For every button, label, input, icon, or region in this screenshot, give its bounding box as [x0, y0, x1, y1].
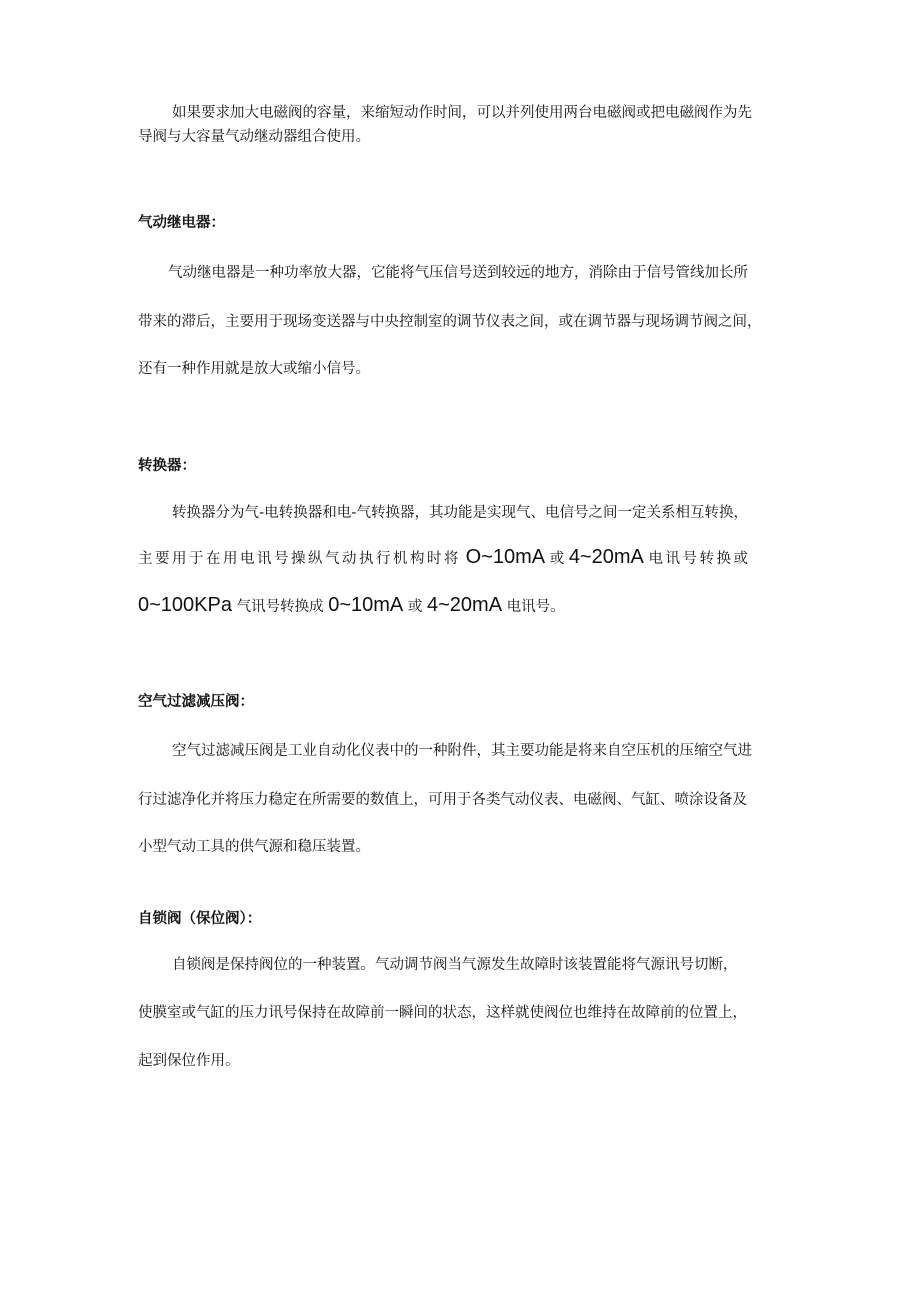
converter-line-2-text-e: 电讯号转换或 — [648, 551, 751, 567]
filter-line-2: 行过滤净化并将压力稳定在所需要的数值上，可用于各类气动仪表、电磁阀、气缸、喷涂设备及 — [138, 792, 747, 808]
relay-heading: 气动继电器： — [138, 215, 225, 231]
converter-line-3 — [138, 595, 565, 617]
lockvalve-line-2: 使膜室或气缸的压力讯号保持在故障前一瞬间的状态，这样就使阀位也维持在故障前的位置上， — [138, 1005, 747, 1021]
converter-line-3-text-or: 或 — [407, 599, 423, 615]
converter-line-3-text-b: 气讯号转换成 — [236, 599, 324, 615]
filter-line-1: 空气过滤减压阀是工业自动化仪表中的一种附件，其主要功能是将来自空压机的压缩空气进 — [172, 743, 752, 759]
converter-line-3-value-1: 0~100KPa — [138, 594, 232, 616]
converter-line-3-value-3: 4~20mA — [426, 594, 503, 616]
relay-line-3: 还有一种作用就是放大或缩小信号。 — [138, 361, 370, 377]
converter-line-2-text-a: 主要用于在用电讯号操纵气动执行机构时将 — [138, 551, 461, 567]
converter-line-1: 转换器分为气-电转换器和电-气转换器，其功能是实现气、电信号之间一定关系相互转换， — [172, 505, 748, 521]
lockvalve-line-1: 自锁阀是保持阀位的一种装置。气动调节阀当气源发生故障时该装置能将气源讯号切断， — [172, 957, 738, 973]
filter-heading: 空气过滤减压阀： — [138, 694, 254, 710]
converter-line-3-value-2: 0~10mA — [328, 594, 404, 616]
converter-line-3-text-f: 电讯号。 — [506, 599, 565, 615]
converter-line-2-value-1: O~10mA — [465, 546, 546, 568]
converter-line-2 — [138, 547, 750, 569]
filter-line-3: 小型气动工具的供气源和稳压装置。 — [138, 839, 370, 855]
lockvalve-line-3: 起到保位作用。 — [138, 1053, 240, 1069]
converter-line-2-value-2: 4~20mA — [568, 546, 644, 568]
converter-line-2-text-or: 或 — [549, 551, 565, 567]
intro-line-2: 导阀与大容量气动继动器组合使用。 — [138, 129, 370, 145]
lockvalve-heading: 自锁阀（保位阀）： — [138, 911, 262, 927]
converter-heading: 转换器： — [138, 458, 196, 474]
intro-line-1: 如果要求加大电磁阀的容量，来缩短动作时间，可以并列使用两台电磁阀或把电磁阀作为先 — [172, 105, 752, 121]
relay-line-2: 带来的滞后，主要用于现场变送器与中央控制室的调节仪表之间，或在调节器与现场调节阀之间， — [138, 314, 762, 330]
relay-line-1: 气动继电器是一种功率放大器，它能将气压信号送到较远的地方，消除由于信号管线加长所 — [168, 265, 748, 281]
